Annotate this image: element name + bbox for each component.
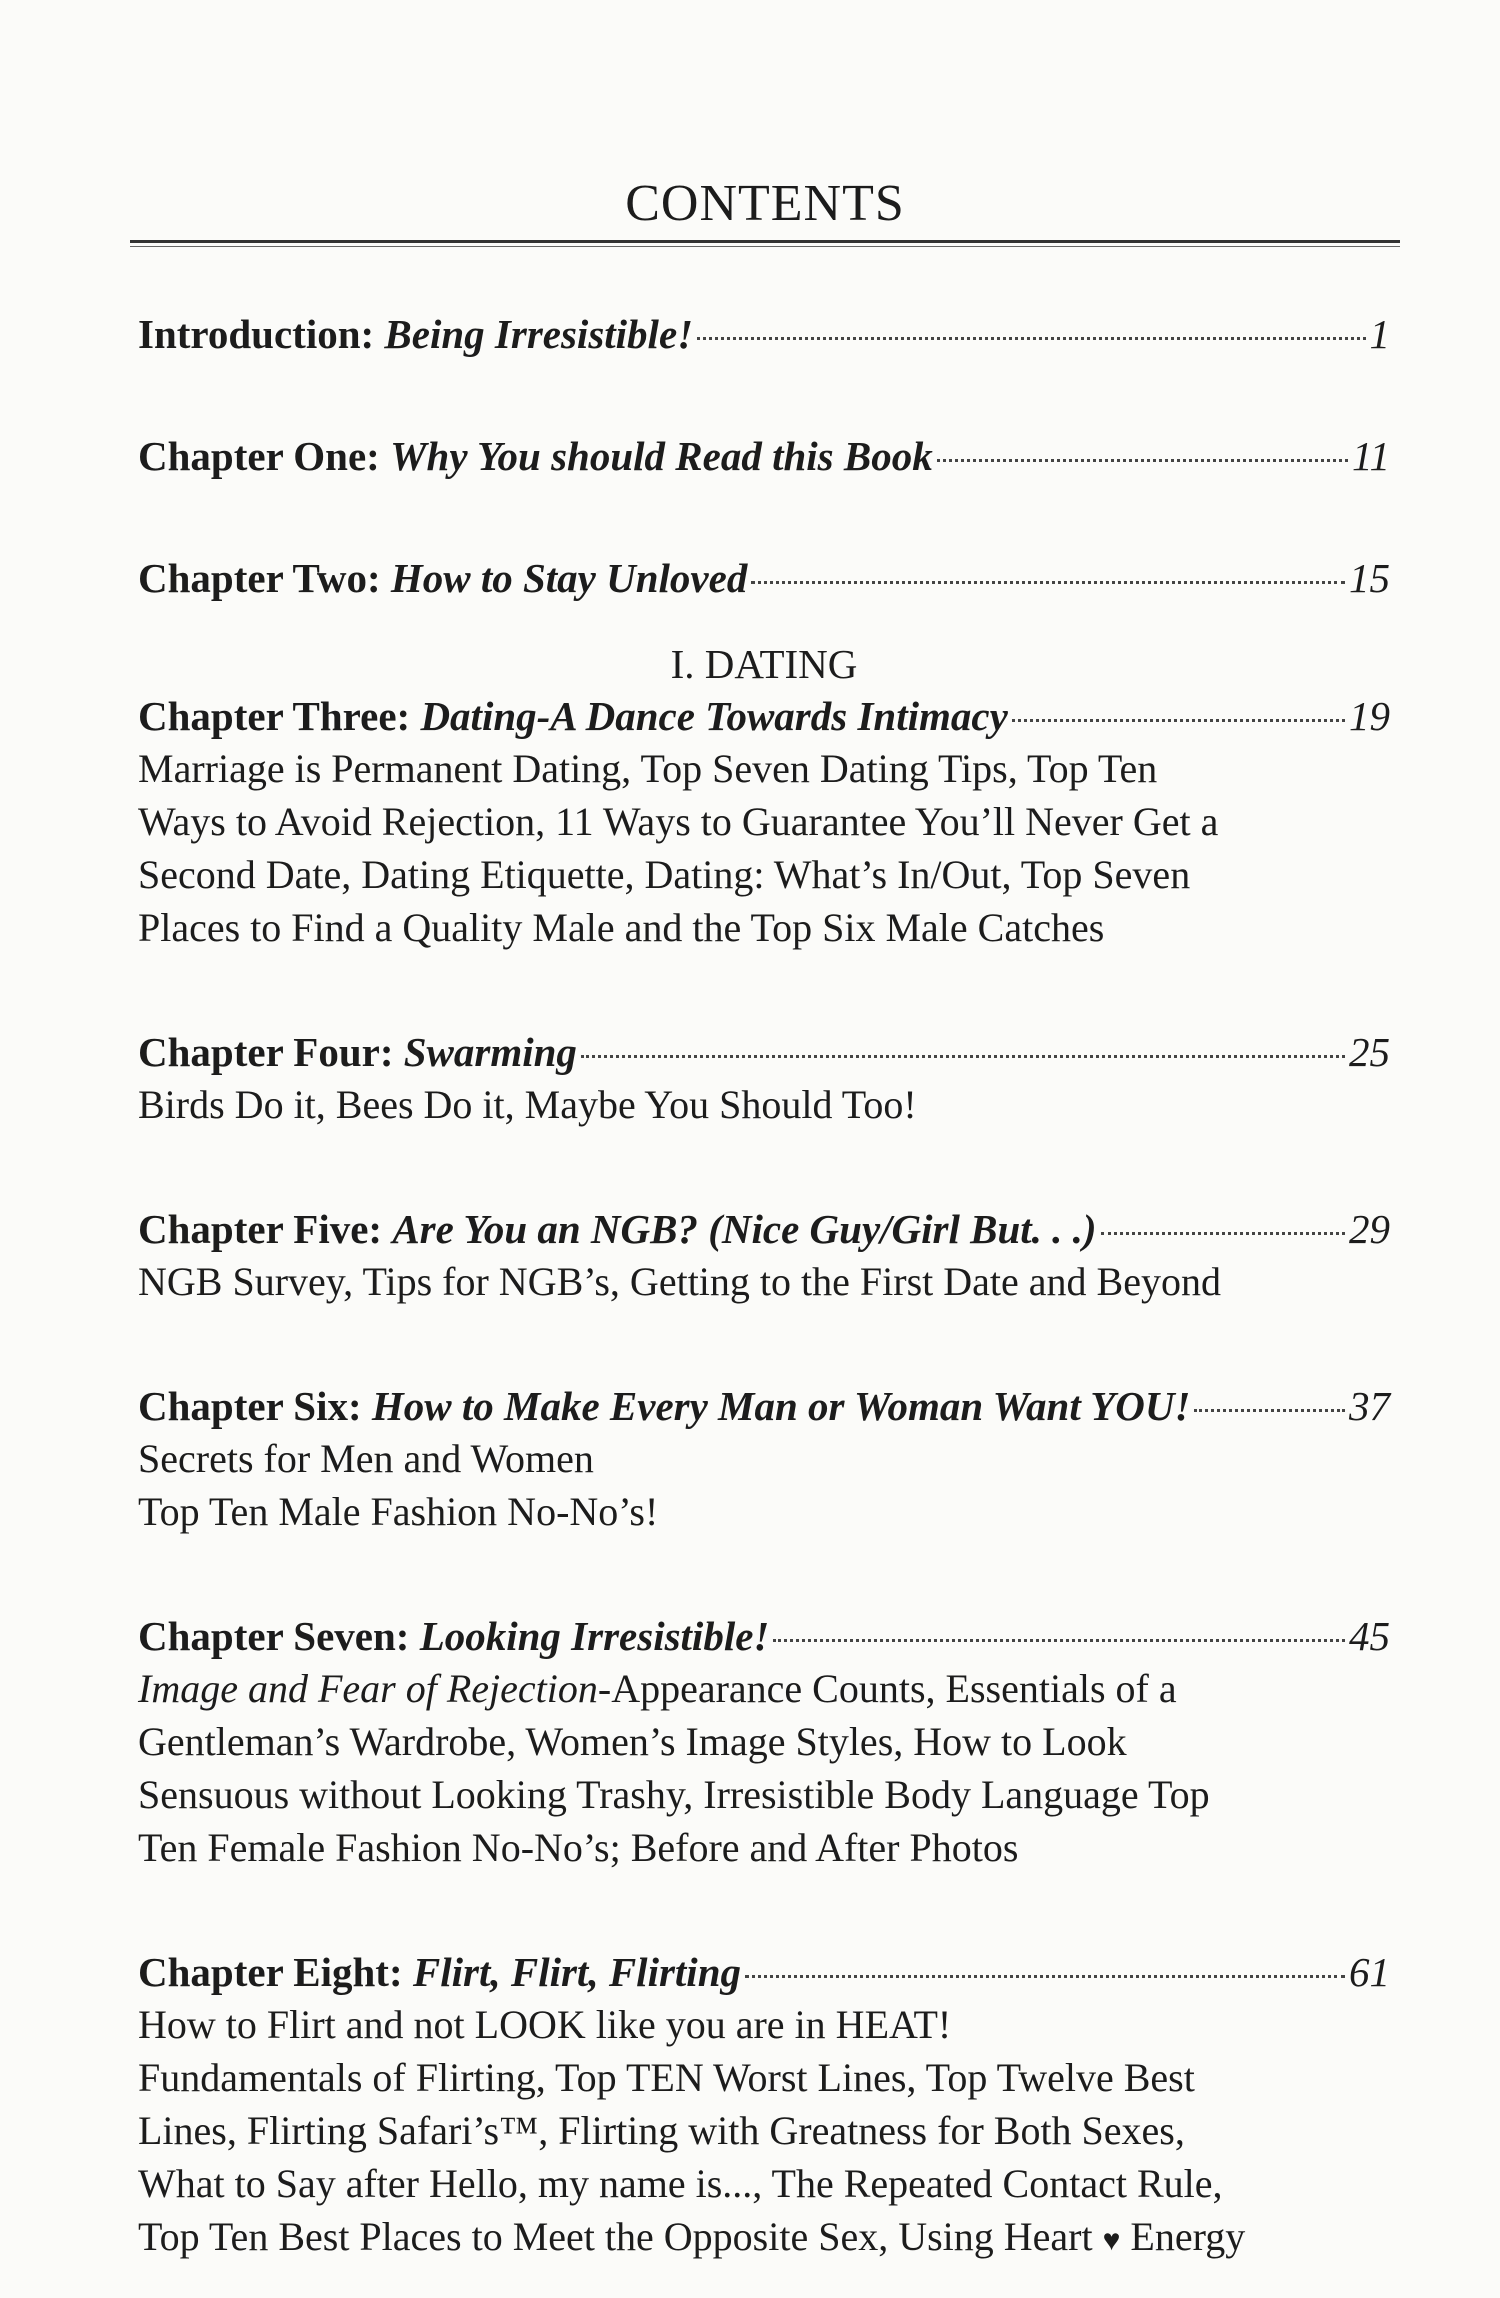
description-line: Secrets for Men and Women <box>138 1436 594 1481</box>
description-line: Places to Find a Quality Male and the Top Six Male Catches <box>138 905 1105 950</box>
entry-title: Dating-A Dance Towards Intimacy <box>420 693 1008 739</box>
entry-description <box>138 742 1390 954</box>
entry-title: Why You should Read this Book <box>390 433 933 479</box>
entry-label: Chapter Two: <box>138 555 381 601</box>
description-line: Top Ten Male Fashion No-No’s! <box>138 1489 659 1534</box>
page-number: 25 <box>1349 1029 1390 1075</box>
description-line: What to Say after Hello, my name is..., The Repeated Contact Rule, <box>138 2161 1223 2206</box>
toc-entry-chapter-eight <box>138 1946 1390 2267</box>
page-number: 1 <box>1369 311 1390 357</box>
toc-entry-chapter-two <box>138 552 1390 604</box>
toc-entry-introduction <box>138 308 1390 360</box>
description-line: Sensuous without Looking Trashy, Irresistible Body Language Top <box>138 1772 1210 1817</box>
page-number: 15 <box>1349 555 1390 601</box>
entry-label: Chapter One: <box>138 433 380 479</box>
entry-title: Flirt, Flirt, Flirting <box>412 1949 741 1995</box>
entry-label: Introduction: <box>138 311 375 357</box>
entry-label: Chapter Three: <box>138 693 411 739</box>
entry-title: How to Make Every Man or Woman Want YOU! <box>371 1383 1191 1429</box>
entry-title: Are You an NGB? (Nice Guy/Girl But. . .) <box>392 1206 1097 1252</box>
leader-dots <box>1101 1232 1345 1235</box>
toc-entry-chapter-five <box>138 1203 1390 1308</box>
entry-description <box>138 1255 1390 1308</box>
description-line <box>138 1662 1390 1715</box>
leader-dots <box>1194 1409 1345 1412</box>
description-line: How to Flirt and not LOOK like you are in HEAT! <box>138 2002 952 2047</box>
description-text: Appearance Counts, Essentials of a <box>611 1666 1177 1711</box>
entry-title: How to Stay Unloved <box>390 555 748 601</box>
heart-icon: ♥ <box>1102 2224 1121 2257</box>
entry-title: Looking Irresistible! <box>419 1613 770 1659</box>
toc-entry-chapter-seven <box>138 1610 1390 1874</box>
leader-dots <box>773 1639 1345 1642</box>
entry-description <box>138 1078 1390 1131</box>
page-number: 19 <box>1349 693 1390 739</box>
title-rule <box>130 240 1400 247</box>
toc-entry-chapter-six <box>138 1380 1390 1538</box>
description-line: Ten Female Fashion No-No’s; Before and After Photos <box>138 1825 1019 1870</box>
description-text: Top Ten Best Places to Meet the Opposite Sex, Using Heart <box>138 2214 1093 2259</box>
entry-description <box>138 1998 1390 2267</box>
entry-label: Chapter Five: <box>138 1206 383 1252</box>
description-line: Lines, Flirting Safari’s™, Flirting with Greatness for Both Sexes, <box>138 2108 1185 2153</box>
page-title: CONTENTS <box>625 175 905 232</box>
entry-description <box>138 1662 1390 1874</box>
toc-entry-chapter-four <box>138 1026 1390 1131</box>
description-line: Fundamentals of Flirting, Top TEN Worst Lines, Top Twelve Best <box>138 2055 1195 2100</box>
leader-dots <box>751 581 1345 584</box>
leader-dots <box>745 1975 1345 1978</box>
entry-label: Chapter Seven: <box>138 1613 410 1659</box>
toc-entry-chapter-three <box>138 690 1390 954</box>
leader-dots <box>1012 719 1345 722</box>
entry-description <box>138 1432 1390 1538</box>
entry-title: Swarming <box>403 1029 577 1075</box>
page-number: 45 <box>1349 1613 1390 1659</box>
page-number: 61 <box>1349 1949 1390 1995</box>
description-line <box>138 2210 1390 2267</box>
entry-title: Being Irresistible! <box>384 311 694 357</box>
toc-entry-chapter-one <box>138 430 1390 482</box>
description-italic-lead: Image and Fear of Rejection- <box>138 1666 612 1711</box>
description-line: Second Date, Dating Etiquette, Dating: What’s In/Out, Top Seven <box>138 852 1191 897</box>
table-of-contents <box>138 308 1390 2267</box>
entry-label: Chapter Eight: <box>138 1949 403 1995</box>
description-line: Gentleman’s Wardrobe, Women’s Image Styles, How to Look <box>138 1719 1127 1764</box>
description-text: Energy <box>1130 2214 1246 2259</box>
description-line: Ways to Avoid Rejection, 11 Ways to Guarantee You’ll Never Get a <box>138 799 1219 844</box>
description-line: Birds Do it, Bees Do it, Maybe You Should Too! <box>138 1082 917 1127</box>
page-number: 29 <box>1349 1206 1390 1252</box>
entry-label: Chapter Six: <box>138 1383 362 1429</box>
leader-dots <box>937 459 1348 462</box>
section-heading: I. DATING <box>670 641 858 687</box>
description-line: NGB Survey, Tips for NGB’s, Getting to the First Date and Beyond <box>138 1259 1221 1304</box>
leader-dots <box>697 337 1365 340</box>
description-line: Marriage is Permanent Dating, Top Seven Dating Tips, Top Ten <box>138 746 1158 791</box>
leader-dots <box>581 1055 1345 1058</box>
page-number: 11 <box>1352 433 1390 479</box>
page-number: 37 <box>1349 1383 1390 1429</box>
entry-label: Chapter Four: <box>138 1029 394 1075</box>
